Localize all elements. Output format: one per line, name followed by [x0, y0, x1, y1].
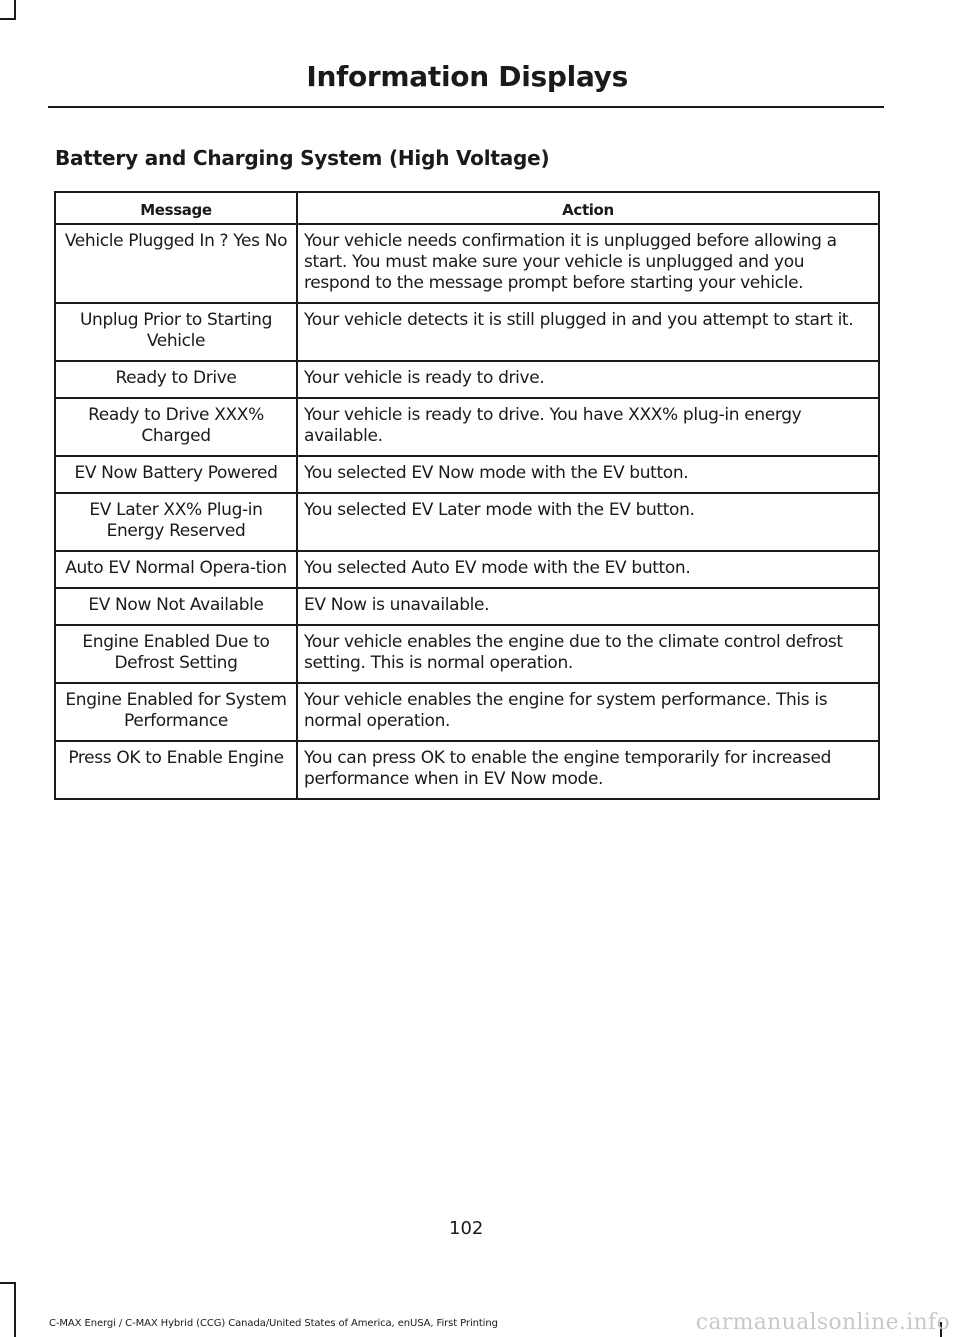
page-header-title: Information Displays — [306, 60, 628, 93]
table-row — [55, 683, 879, 741]
message-cell: Auto EV Normal Opera-tion — [55, 551, 297, 588]
page-number: 102 — [449, 1218, 484, 1239]
table-row — [55, 741, 879, 799]
message-cell: Ready to Drive XXX% Charged — [55, 398, 297, 456]
column-header-action: Action — [297, 192, 879, 224]
action-cell: You selected Auto EV mode with the EV button. — [297, 551, 879, 588]
table-row — [55, 588, 879, 625]
watermark-text[interactable]: carmanualsonline.info — [695, 1310, 950, 1335]
crop-mark-top-left-h — [0, 18, 16, 20]
action-cell: EV Now is unavailable. — [297, 588, 879, 625]
table-row — [55, 456, 879, 493]
section-title: Battery and Charging System (High Voltage) — [55, 146, 550, 170]
message-cell: EV Now Not Available — [55, 588, 297, 625]
message-cell: Ready to Drive — [55, 361, 297, 398]
crop-mark-bottom-left-h — [0, 1282, 16, 1284]
action-cell: You can press OK to enable the engine temporarily for increased performance when in EV Now mode. — [297, 741, 879, 799]
table-row — [55, 625, 879, 683]
table-row — [55, 303, 879, 361]
message-cell: EV Now Battery Powered — [55, 456, 297, 493]
table-row — [55, 398, 879, 456]
message-cell: Engine Enabled for System Performance — [55, 683, 297, 741]
crop-mark-top-left-v — [14, 0, 16, 20]
table-row — [55, 224, 879, 303]
message-cell: Vehicle Plugged In ? Yes No — [55, 224, 297, 303]
action-cell: You selected EV Later mode with the EV button. — [297, 493, 879, 551]
message-cell: EV Later XX% Plug-in Energy Reserved — [55, 493, 297, 551]
table-header-row — [55, 192, 879, 224]
table-row — [55, 551, 879, 588]
footer-text: C-MAX Energi / C-MAX Hybrid (CCG) Canada/United States of America, enUSA, First Printing — [49, 1318, 498, 1329]
action-cell: Your vehicle enables the engine due to the climate control defrost setting. This is normal operation. — [297, 625, 879, 683]
action-cell: Your vehicle is ready to drive. You have XXX% plug-in energy available. — [297, 398, 879, 456]
message-cell: Press OK to Enable Engine — [55, 741, 297, 799]
table-row — [55, 493, 879, 551]
message-cell: Unplug Prior to Starting Vehicle — [55, 303, 297, 361]
header-rule — [48, 106, 884, 108]
action-cell: Your vehicle needs confirmation it is unplugged before allowing a start. You must make sure your vehicle is unplugged and you respond to the message prompt before starting your vehicle. — [297, 224, 879, 303]
action-cell: Your vehicle is ready to drive. — [297, 361, 879, 398]
action-cell: Your vehicle detects it is still plugged in and you attempt to start it. — [297, 303, 879, 361]
action-cell: You selected EV Now mode with the EV button. — [297, 456, 879, 493]
table-row — [55, 361, 879, 398]
crop-mark-bottom-left-v — [14, 1282, 16, 1337]
action-cell: Your vehicle enables the engine for system performance. This is normal operation. — [297, 683, 879, 741]
column-header-message: Message — [55, 192, 297, 224]
message-cell: Engine Enabled Due to Defrost Setting — [55, 625, 297, 683]
message-table — [54, 191, 880, 800]
